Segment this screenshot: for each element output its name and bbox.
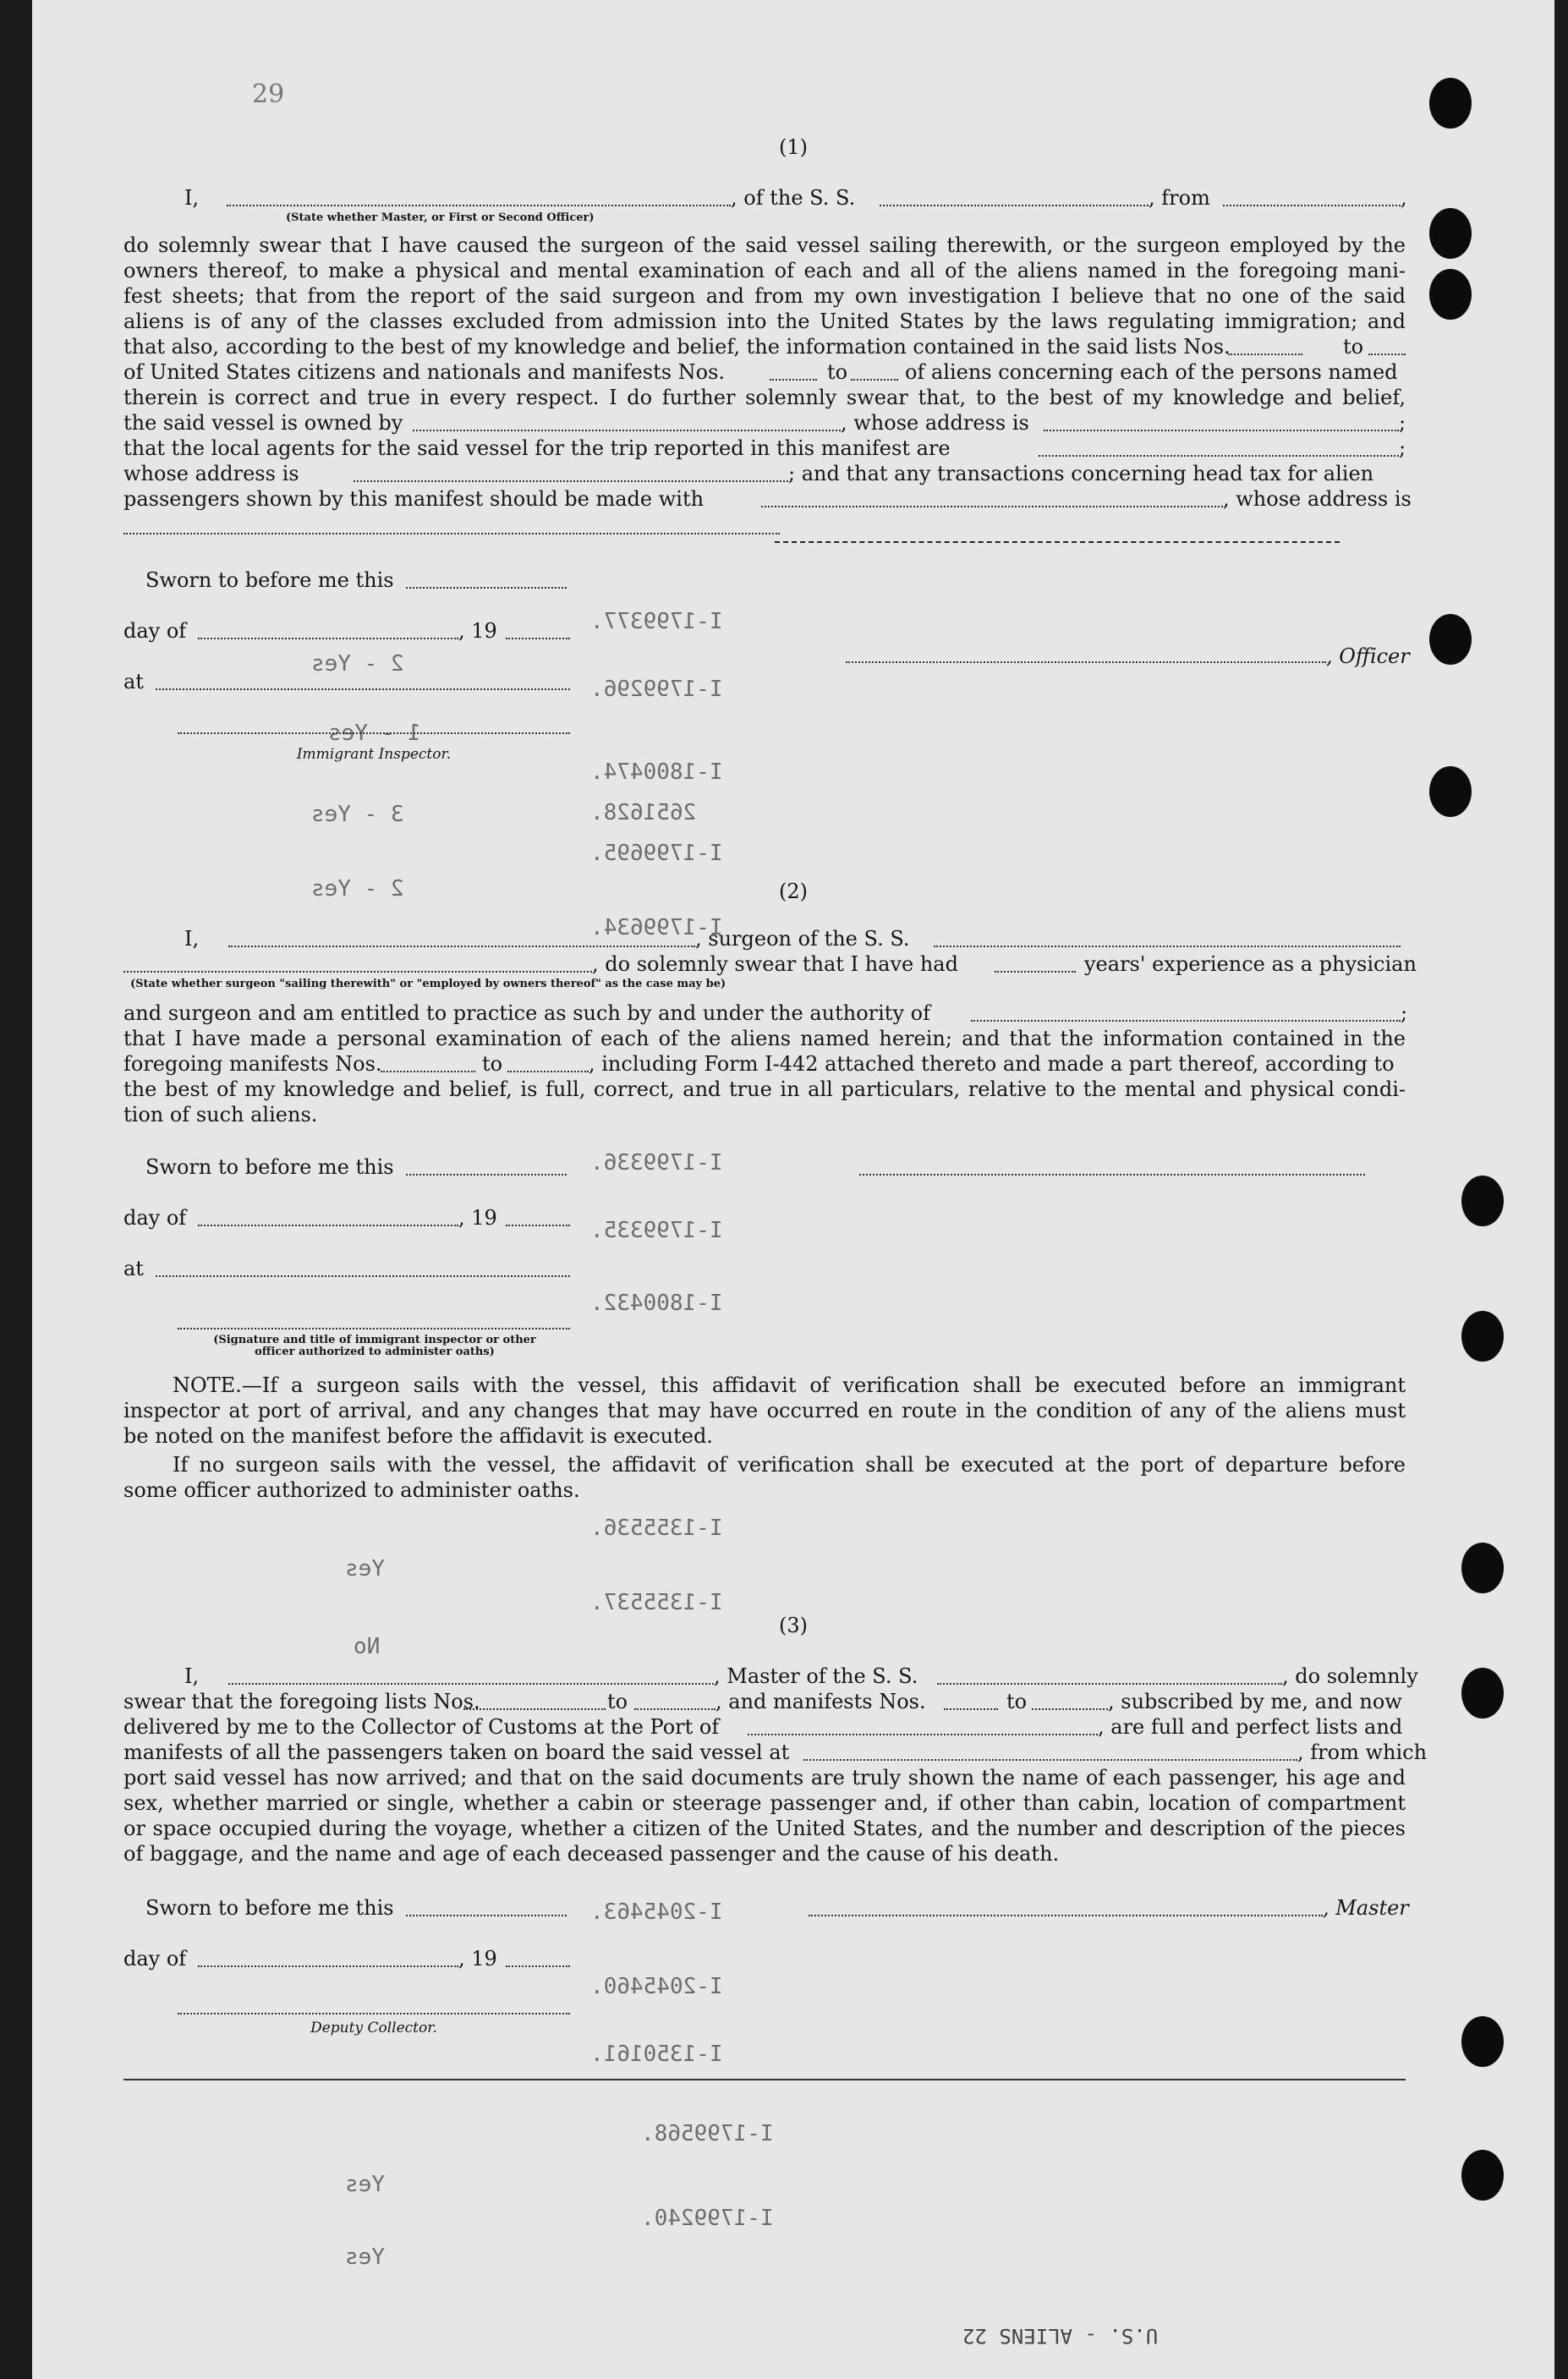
oath-3-field-lists-to[interactable]	[634, 1708, 715, 1710]
oath-3-master-of: , Master of the S. S.	[714, 1664, 918, 1688]
oath-3-field-lists-from[interactable]	[463, 1708, 606, 1710]
oath-2-at: at	[123, 1257, 144, 1280]
oath-1-field-vessel[interactable]	[880, 205, 1149, 206]
bleed-through-id: I-2045460.	[590, 1974, 723, 1999]
oath-1-at: at	[123, 670, 144, 693]
oath-2-field-month[interactable]	[198, 1225, 458, 1226]
section-2-number: (2)	[779, 880, 808, 903]
oath-1-field-year[interactable]	[506, 638, 570, 639]
oath-1-to: to	[1343, 335, 1364, 359]
oath-3-para-line: or space occupied during the voyage, whether a citizen of the United States, and the number and description of the pieces	[123, 1817, 1406, 1840]
oath-1-day-of: day of	[123, 619, 187, 643]
section-3-number: (3)	[779, 1614, 808, 1637]
oath-1-para-line: aliens is of any of the classes excluded from admission into the United States by the laws regulating immigration; and	[123, 310, 1406, 333]
oath-2-year: , 19	[458, 1206, 497, 1230]
oath-1-para-line: owners thereof, to make a physical and mental examination of each and all of the aliens named in the foregoing mani-	[123, 259, 1406, 282]
oath-1-year: , 19	[458, 619, 497, 643]
oath-1-field-from[interactable]	[1223, 205, 1401, 206]
bottom-rule	[123, 2079, 1406, 2080]
oath-1-inspector-caption: Immigrant Inspector.	[296, 746, 452, 763]
oath-1-of-aliens: of aliens concerning each of the persons named	[905, 360, 1398, 384]
bleed-through-id: I-1799695.	[590, 841, 723, 866]
oath-3-to: to	[607, 1690, 628, 1713]
oath-2-field-vessel[interactable]	[934, 946, 1401, 947]
oath-1-rank-caption: (State whether Master, or First or Second Officer)	[286, 211, 595, 224]
oath-2-field-year[interactable]	[506, 1225, 570, 1226]
oath-1-field-lists-from[interactable]	[1228, 354, 1302, 355]
oath-1-to: to	[827, 360, 848, 384]
oath-3-para-line: sex, whether married or single, whether a cabin or steerage passenger and, if other than cabin, location of compartment	[123, 1791, 1406, 1815]
oath-1-field-agents-address[interactable]	[354, 480, 788, 482]
bleed-through-yes-no: 2 - Yes	[311, 651, 404, 677]
oath-1-para-line: fest sheets; that from the report of the said surgeon and from my own investigation I believe that no one of the said	[123, 284, 1406, 308]
oath-1-field-rank[interactable]	[227, 205, 731, 206]
oath-1-para-line: whose address is	[123, 462, 299, 485]
oath-1-line1-comma: ,	[1401, 186, 1407, 210]
oath-2-status-caption: (State whether surgeon "sailing therewith" or "employed by owners thereof" as the case may be)	[130, 978, 726, 990]
binder-hole	[1429, 208, 1472, 259]
oath-3-manifests: , and manifests Nos.	[715, 1690, 926, 1713]
oath-2-semicolon: ;	[1401, 1001, 1408, 1025]
oath-1-field-owner[interactable]	[413, 430, 841, 431]
oath-2-i: I,	[184, 927, 200, 951]
bleed-through-id: I-1800474.	[590, 759, 723, 785]
oath-2-field-years[interactable]	[995, 971, 1076, 973]
binder-hole	[1461, 2150, 1504, 2201]
oath-1-para-line: therein is correct and true in every respect. I do further solemnly swear that, to the best of my knowledge and belief,	[123, 386, 1406, 409]
oath-3-collector-caption: Deputy Collector.	[310, 2020, 437, 2036]
oath-3-sworn: Sworn to before me this	[145, 1896, 394, 1920]
bleed-through-id: I-1799568.	[641, 2121, 774, 2146]
bleed-through-id: I-1350161.	[590, 2042, 723, 2067]
oath-1-field-head-tax-agent[interactable]	[761, 506, 1223, 507]
oath-1-para-line: of United States citizens and nationals and manifests Nos.	[123, 360, 726, 384]
oath-3-field-manifests-to[interactable]	[1032, 1708, 1108, 1710]
oath-1-whose-address: , whose address is	[841, 411, 1029, 435]
binder-hole	[1461, 1543, 1504, 1593]
bleed-through-id: I-1799335.	[590, 1218, 723, 1243]
bleed-through-yes-no: 3 - Yes	[311, 802, 404, 827]
oath-3-to2: to	[1006, 1690, 1028, 1713]
oath-2-para-line: the best of my knowledge and belief, is full, correct, and true in all particulars, relative to the mental and physical condi-	[123, 1077, 1406, 1101]
page-number-mark: 29	[252, 79, 285, 109]
oath-3-para-line: port said vessel has now arrived; and that on the said documents are truly shown the name of each passenger, his age and	[123, 1766, 1406, 1790]
binder-hole	[1461, 1176, 1504, 1226]
bleed-through-yes-no: 1 - Yes	[328, 721, 421, 746]
oath-1-whose-address-end: , whose address is	[1223, 487, 1412, 511]
oath-2-field-status[interactable]	[123, 971, 592, 973]
oath-2-manifests: foregoing manifests Nos.	[123, 1052, 382, 1076]
oath-2-signature-line[interactable]	[859, 1174, 1365, 1176]
bleed-through-id: I-1355537.	[590, 1590, 723, 1615]
bleed-through-id: I-1799296.	[590, 677, 723, 702]
oath-3-master: , Master	[1323, 1896, 1409, 1920]
oath-2-experience: years' experience as a physician	[1084, 952, 1417, 976]
binder-hole	[1461, 1668, 1504, 1718]
oath-2-field-authority[interactable]	[971, 1020, 1401, 1022]
oath-1-field-manifests-to[interactable]	[851, 379, 898, 381]
oath-1-sworn: Sworn to before me this	[145, 568, 394, 592]
oath-1-field-head-tax-address[interactable]	[123, 533, 780, 534]
binder-hole	[1429, 269, 1472, 320]
oath-2-form: , including Form I-442 attached thereto and made a part thereof, according to	[589, 1052, 1395, 1076]
oath-1-para-line: the said vessel is owned by	[123, 411, 403, 435]
oath-1-inspector-line[interactable]	[178, 732, 570, 734]
oath-2-surgeon-of: , surgeon of the S. S.	[695, 927, 910, 951]
oath-3-delivered: delivered by me to the Collector of Customs at the Port of	[123, 1715, 720, 1739]
oath-1-field-manifests-from[interactable]	[770, 379, 817, 381]
binder-hole	[1429, 766, 1472, 817]
binder-hole	[1461, 1311, 1504, 1362]
oath-3-field-manifests-from[interactable]	[944, 1708, 998, 1710]
oath-1-officer: , Officer	[1326, 644, 1410, 668]
oath-3-para-line: of baggage, and the name and age of each deceased passenger and the cause of his death.	[123, 1842, 1060, 1866]
oath-1-field-owner-address[interactable]	[1044, 430, 1399, 431]
note-line: If no surgeon sails with the vessel, the affidavit of verification shall be executed at the port of departure before	[173, 1453, 1406, 1477]
oath-3-collector-line[interactable]	[178, 2013, 570, 2014]
binder-hole	[1461, 2016, 1504, 2067]
oath-2-field-sworn-day[interactable]	[406, 1174, 567, 1176]
oath-3-full-perfect: , are full and perfect lists and	[1098, 1715, 1403, 1739]
bleed-through-id: I-1799240.	[641, 2206, 774, 2231]
oath-1-field-sworn-day[interactable]	[406, 587, 567, 589]
oath-3-swear-lists: swear that the foregoing lists Nos.	[123, 1690, 480, 1713]
oath-2-inspector-caption: (Signature and title of immigrant inspector or other officer authorized to administer oaths)	[213, 1334, 536, 1358]
oath-1-line1-from: , from	[1149, 186, 1210, 210]
oath-3-field-port[interactable]	[748, 1734, 1098, 1735]
oath-1-field-month[interactable]	[198, 638, 458, 639]
note-line: some officer authorized to administer oaths.	[123, 1478, 580, 1502]
bleed-through-yes-no: 2 - Yes	[311, 876, 404, 902]
oath-3-field-sworn-day[interactable]	[406, 1915, 567, 1916]
oath-1-field-lists-to[interactable]	[1368, 354, 1406, 355]
oath-1-line1-ss: , of the S. S.	[731, 186, 856, 210]
oath-3-subscribed: , subscribed by me, and now	[1108, 1690, 1402, 1713]
oath-3-field-year[interactable]	[506, 1965, 570, 1967]
oath-3-field-embark[interactable]	[803, 1759, 1297, 1761]
bleed-through-id: 2651628.	[590, 800, 697, 825]
oath-2-swear: , do solemnly swear that I have had	[592, 952, 958, 976]
oath-2-sworn: Sworn to before me this	[145, 1155, 394, 1179]
note-line: NOTE.—If a surgeon sails with the vessel, this affidavit of verification shall be executed before an immigrant	[173, 1373, 1406, 1397]
oath-2-authority: and surgeon and am entitled to practice as such by and under the authority of	[123, 1001, 930, 1025]
oath-3-day-of: day of	[123, 1947, 187, 1971]
bleed-through-id: I-1800432.	[590, 1291, 723, 1316]
oath-1-field-agents[interactable]	[1039, 455, 1399, 457]
bleed-through-footer: U.S. - ALIENS 22	[962, 2324, 1159, 2348]
oath-1-semicolon: ;	[1399, 411, 1406, 435]
oath-2-day-of: day of	[123, 1206, 187, 1230]
oath-1-officer-line[interactable]	[846, 661, 1326, 663]
oath-2-field-manifests-from[interactable]	[381, 1071, 475, 1072]
bleed-through-id: I-1799634.	[590, 915, 723, 940]
bleed-through-yes-no: No	[354, 1634, 381, 1659]
oath-3-field-month[interactable]	[198, 1965, 458, 1967]
section-1-number: (1)	[779, 135, 808, 159]
oath-2-field-at[interactable]	[156, 1275, 570, 1277]
oath-2-field-manifests-to[interactable]	[507, 1071, 589, 1072]
oath-1-signature-line[interactable]	[775, 541, 1340, 543]
note-line: inspector at port of arrival, and any changes that may have occurred en route in the condition of any of the aliens must	[123, 1399, 1406, 1422]
oath-3-master-signature-line[interactable]	[809, 1915, 1323, 1916]
oath-2-inspector-line[interactable]	[178, 1328, 570, 1329]
note-line: be noted on the manifest before the affidavit is executed.	[123, 1424, 713, 1448]
oath-2-para-line: that I have made a personal examination of each of the aliens named herein; and that the information contained in the	[123, 1027, 1406, 1050]
oath-3-from-which: , from which	[1297, 1740, 1428, 1764]
bleed-through-yes-no: Yes	[345, 2245, 385, 2270]
oath-1-field-at[interactable]	[156, 688, 570, 690]
oath-3-year: , 19	[458, 1947, 497, 1971]
bleed-through-id: I-1799336.	[590, 1150, 723, 1176]
oath-1-semicolon: ;	[1399, 436, 1406, 460]
oath-3-field-vessel[interactable]	[937, 1683, 1282, 1685]
oath-3-field-name[interactable]	[228, 1683, 714, 1685]
oath-2-field-name[interactable]	[228, 946, 695, 947]
bleed-through-yes-no: Yes	[345, 1556, 385, 1581]
oath-1-line1-i: I,	[184, 186, 200, 210]
oath-1-para-line: do solemnly swear that I have caused the surgeon of the said vessel sailing therewith, or the surgeon employed by the	[123, 233, 1406, 257]
binder-hole	[1429, 614, 1472, 665]
bleed-through-id: I-1799377.	[590, 609, 723, 634]
oath-1-para-line: that the local agents for the said vessel for the trip reported in this manifest are	[123, 436, 951, 460]
oath-1-para-line: passengers shown by this manifest should be made with	[123, 487, 705, 511]
manifest-back-page	[32, 0, 1554, 2379]
bleed-through-id: I-1355536.	[590, 1516, 723, 1541]
oath-3-do-solemnly: , do solemnly	[1282, 1664, 1418, 1688]
oath-3-i: I,	[184, 1664, 200, 1688]
oath-1-head-tax: ; and that any transactions concerning head tax for alien	[788, 462, 1374, 485]
oath-1-para-line: that also, according to the best of my knowledge and belief, the information contained in the said lists Nos.	[123, 335, 1231, 359]
oath-2-para-line: tion of such aliens.	[123, 1103, 318, 1126]
binder-hole	[1429, 78, 1472, 129]
bleed-through-id: I-2045463.	[590, 1899, 723, 1925]
oath-3-manifests-all: manifests of all the passengers taken on board the said vessel at	[123, 1740, 790, 1764]
bleed-through-yes-no: Yes	[345, 2172, 385, 2197]
oath-2-to: to	[482, 1052, 503, 1076]
